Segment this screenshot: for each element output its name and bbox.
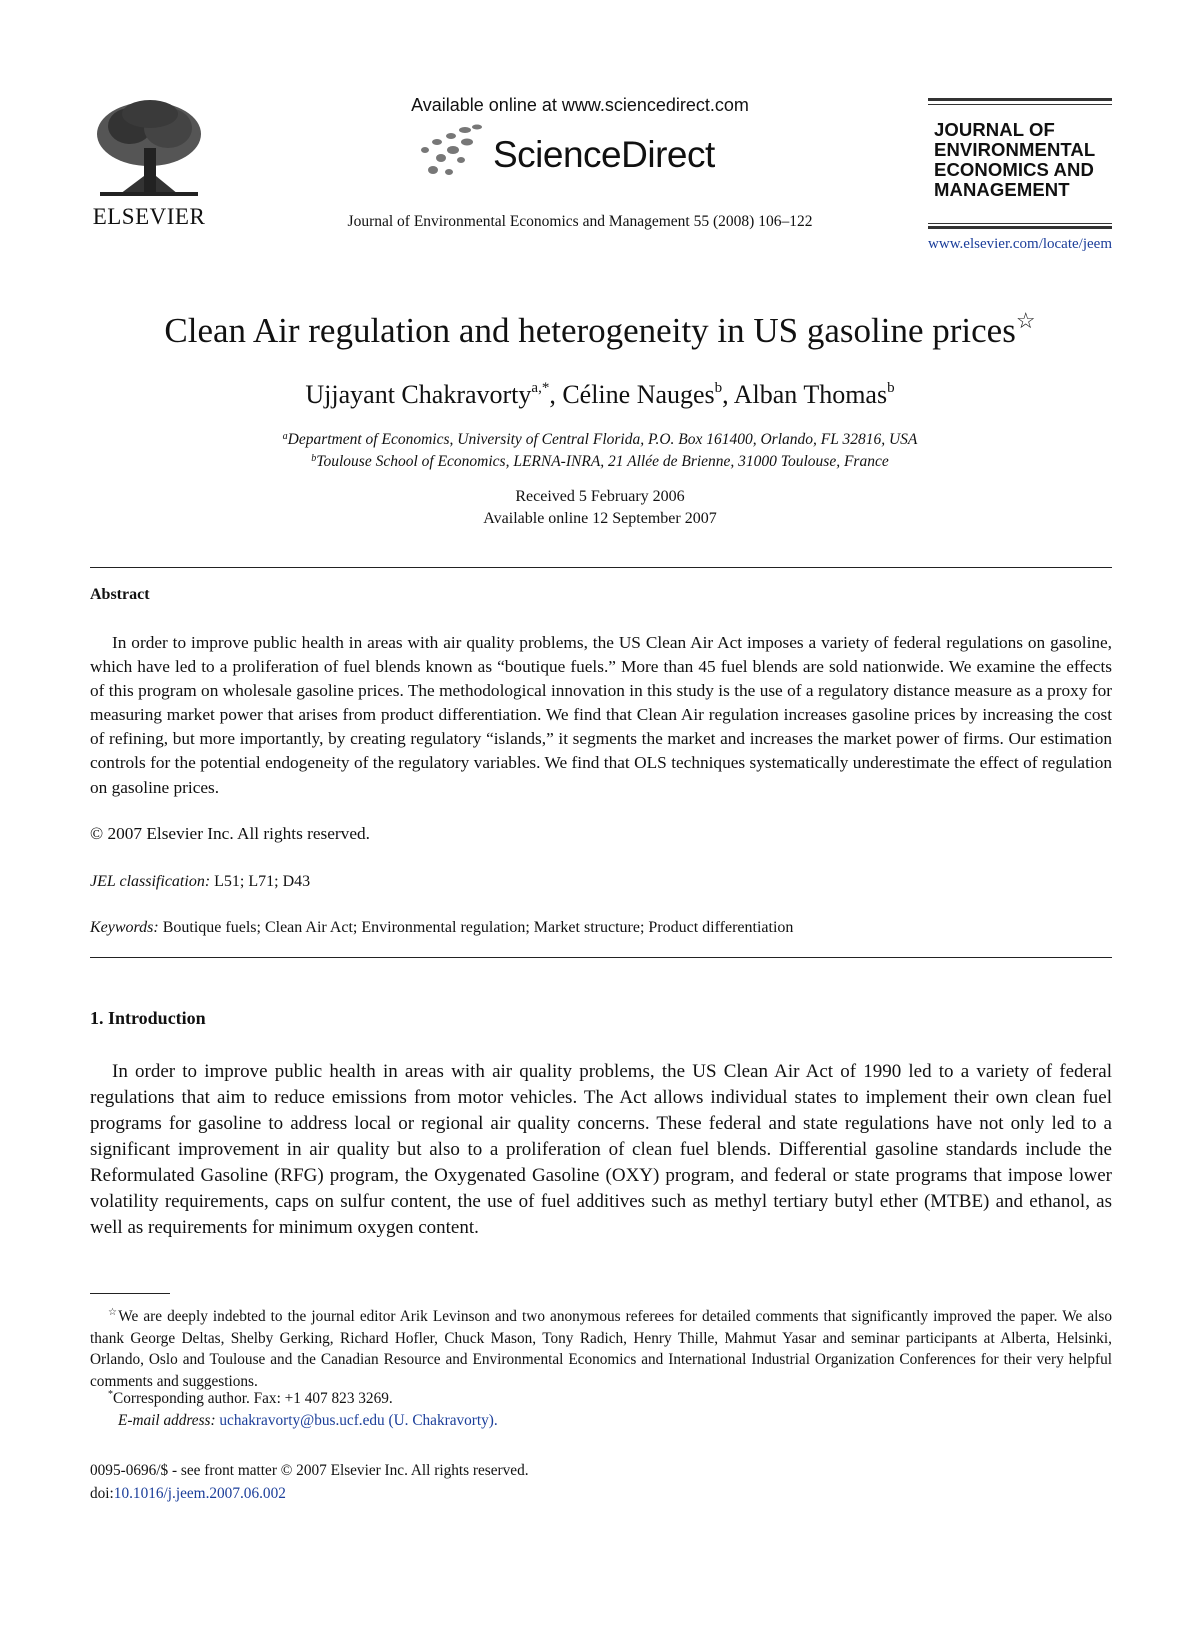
introduction-paragraph: In order to improve public health in areas with air quality problems, the US Clean Air Act of 1990 led to a variety of federal regulations that aim to reduce emissions from motor vehicles. The Act allows individual states to implement their own clean fuel programs for gasoline to address local or regional air quality concerns. These federal and state regulations have not only led to a significant improvement in air quality but also to a proliferation of clean fuel blends. Differential gasoline standards include the Reformulated Gasoline (RFG) program, the Oxygenated Gasoline (OXY) program, and federal or state programs that impose lower volatility requirements, caps on sulfur content, the use of fuel additives such as methyl tertiary butyl ether (MTBE) and ethanol, as well as requirements for minimum oxygen content. (90, 1061, 1112, 1238)
journal-name (934, 120, 1114, 200)
sciencedirect-logo (415, 124, 735, 178)
acknowledgement-text: We are deeply indebted to the journal editor Arik Levinson and two anonymous referees for detailed comments that significantly improved the paper. We also thank George Deltas, Shelby Gerking, Richard Hofler, Chuck Mason, Tony Radich, Henry Thille, Mahmut Yasar and seminar participants at Alberta, Helsinki, Orlando, Oslo and Toulouse and the Canadian Resource and Environmental Economics and International Industrial Organization Conferences for their very helpful comments and suggestions. (90, 1308, 1113, 1390)
email-label: E-mail address: (118, 1412, 216, 1429)
author-affiliation-mark[interactable]: b (714, 380, 723, 396)
doi-link[interactable]: 10.1016/j.jeem.2007.06.002 (113, 1485, 286, 1502)
issn-line: 0095-0696/$ - see front matter © 2007 Elsevier Inc. All rights reserved. (90, 1462, 529, 1479)
affiliation-b (60, 453, 1140, 471)
affiliation-mark: b (311, 453, 317, 464)
corresponding-text: Corresponding author. Fax: +1 407 823 3269. (113, 1390, 393, 1408)
corresponding-mark: * (108, 1389, 113, 1400)
author-name: Ujjayant Chakravorty (305, 380, 532, 409)
affiliation-text: Toulouse School of Economics, LERNA-INRA, 21 Allée de Brienne, 31000 Toulouse, France (316, 453, 889, 470)
author-name: Alban Thomas (733, 380, 888, 409)
journal-box-rule (928, 104, 1112, 105)
journal-citation: Journal of Environmental Economics and Management 55 (2008) 106–122 (347, 213, 813, 230)
author-affiliation-mark[interactable]: b (887, 380, 895, 396)
journal-name-line: ENVIRONMENTAL (934, 139, 1096, 160)
article-title-text: Clean Air regulation and heterogeneity in US gasoline prices (164, 311, 1016, 350)
title-footnote-mark[interactable]: ☆ (1015, 308, 1036, 333)
corresponding-author-footnote (108, 1389, 393, 1408)
author-affiliation-mark[interactable]: a,* (531, 380, 550, 396)
journal-box-rule (928, 98, 1112, 101)
affiliation-text: Department of Economics, University of Central Florida, P.O. Box 161400, Orlando, FL 32816, USA (287, 431, 918, 448)
received-date: Received 5 February 2006 (515, 488, 685, 505)
keywords-list: Boutique fuels; Clean Air Act; Environmental regulation; Market structure; Product differentiation (162, 919, 794, 936)
keywords (90, 919, 793, 937)
abstract-top-rule (90, 567, 1112, 568)
sciencedirect-dots-icon (415, 124, 495, 178)
affiliation-mark: a (282, 431, 288, 442)
email-footnote (118, 1412, 498, 1430)
section-heading: 1. Introduction (90, 1008, 206, 1028)
article-title (60, 308, 1140, 351)
jel-codes: L51; L71; D43 (214, 873, 311, 890)
footnote-mark: ☆ (108, 1307, 119, 1318)
journal-name-line: MANAGEMENT (934, 179, 1070, 200)
elsevier-wordmark: ELSEVIER (92, 204, 206, 229)
abstract-bottom-rule (90, 957, 1112, 958)
abstract-text: In order to improve public health in areas with air quality problems, the US Clean Air Act imposes a variety of federal regulations on gasoline, which have led to a proliferation of fuel blends known as “boutique fuels.” More than 45 fuel blends are sold nationwide. We examine the effects of this program on wholesale gasoline prices. The methodological innovation in this study is the use of a regulatory distance measure as a proxy for measuring market power that arises from product differentiation. We find that Clean Air regulation increases gasoline prices by increasing the cost of refining, but more importantly, by creating regulatory “islands,” it segments the market and increases the market power of firms. Our estimation controls for the potential endogeneity of the regulatory variables. We find that OLS techniques systematically underestimate the effect of regulation on gasoline prices. (90, 633, 1112, 797)
keywords-label: Keywords: (90, 919, 159, 936)
journal-box-rule (928, 223, 1112, 224)
abstract-copyright: © 2007 Elsevier Inc. All rights reserved. (90, 824, 370, 843)
acknowledgement-footnote (90, 1302, 1112, 1392)
doi-line (90, 1485, 286, 1503)
journal-name-line: ECONOMICS AND (934, 159, 1094, 180)
jel-label: JEL classification: (90, 873, 211, 890)
elsevier-tree-logo (90, 96, 208, 202)
online-date: Available online 12 September 2007 (483, 510, 717, 527)
sciencedirect-wordmark: ScienceDirect (493, 134, 715, 175)
jel-classification (90, 873, 310, 891)
journal-box-rule (928, 226, 1112, 229)
email-link[interactable]: uchakravorty@bus.ucf.edu (U. Chakravorty). (219, 1412, 498, 1429)
abstract-heading: Abstract (90, 586, 150, 603)
footnote-rule (90, 1293, 170, 1294)
author-list: Ujjayant Chakravorty$^{a,*}$, Céline Nauges$^b$, Alban Thomas$^b$ (305, 380, 895, 409)
doi-label: doi: (90, 1485, 114, 1502)
affiliation-a (60, 431, 1140, 449)
journal-name-line: JOURNAL OF (934, 119, 1055, 140)
journal-url-link[interactable]: www.elsevier.com/locate/jeem (928, 236, 1112, 252)
available-online-text: Available online at www.sciencedirect.com (411, 95, 749, 115)
author-name: Céline Nauges (562, 380, 715, 409)
